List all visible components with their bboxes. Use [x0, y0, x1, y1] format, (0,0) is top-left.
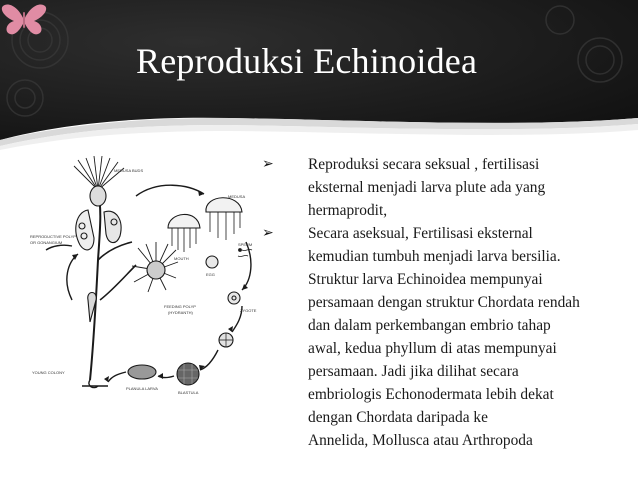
bullet-list	[262, 153, 634, 452]
label-young-colony: YOUNG COLONY	[32, 370, 65, 375]
bullet-line: Annelida, Mollusca atau Arthropoda	[308, 432, 533, 449]
label-egg: EGG	[206, 272, 215, 277]
label-or-gonangium: OR GONANGIUM	[30, 240, 63, 245]
label-feeding-polyp: FEEDING POLYP	[164, 304, 196, 309]
label-planula-larva: PLANULA LARVA	[126, 386, 158, 391]
bullet-line: Secara aseksual, Fertilisasi eksternal	[308, 225, 533, 242]
slide-title: Reproduksi Echinoidea	[136, 41, 478, 81]
bullet-line: Reproduksi secara seksual , fertilisasi	[308, 156, 540, 173]
bullet-item-sexual	[262, 153, 634, 222]
slide-header	[0, 0, 638, 150]
label-zygote: ZYGOTE	[240, 308, 257, 313]
label-blastula: BLASTULA	[178, 390, 199, 395]
butterfly-icon	[0, 0, 48, 40]
bullet-line: hermaprodit,	[308, 202, 388, 219]
arrow-bullet-icon: ➢	[262, 226, 274, 241]
label-medusa: MEDUSA	[228, 194, 246, 199]
bullet-item-asexual	[262, 222, 634, 452]
label-medusa-buds: MEDUSA BUDS	[114, 168, 144, 173]
label-reproductive-polyp: REPRODUCTIVE POLYP	[30, 234, 76, 239]
bullet-line: awal, kedua phyllum di atas mempunyai	[308, 340, 557, 357]
label-mouth: MOUTH	[174, 256, 189, 261]
bullet-line: dan dalam perkembangan embrio tahap	[308, 317, 551, 334]
life-cycle-diagram	[28, 150, 273, 400]
arrow-bullet-icon: ➢	[262, 157, 274, 172]
bullet-line: kemudian tumbuh menjadi larva bersilia.	[308, 248, 561, 265]
label-hydranth: (HYDRANTH)	[168, 310, 193, 315]
bullet-line: embriologis Echonodermata lebih dekat	[308, 386, 554, 403]
label-sperm: SPERM	[238, 242, 253, 247]
bullet-line: Struktur larva Echinoidea mempunyai	[308, 271, 543, 288]
bullet-line: persamaan dengan struktur Chordata rendah	[308, 294, 580, 311]
bullet-line: eksternal menjadi larva plute ada yang	[308, 179, 546, 196]
bullet-line: persamaan. Jadi jika dilihat secara	[308, 363, 519, 380]
bullet-line: dengan Chordata daripada ke	[308, 409, 488, 426]
